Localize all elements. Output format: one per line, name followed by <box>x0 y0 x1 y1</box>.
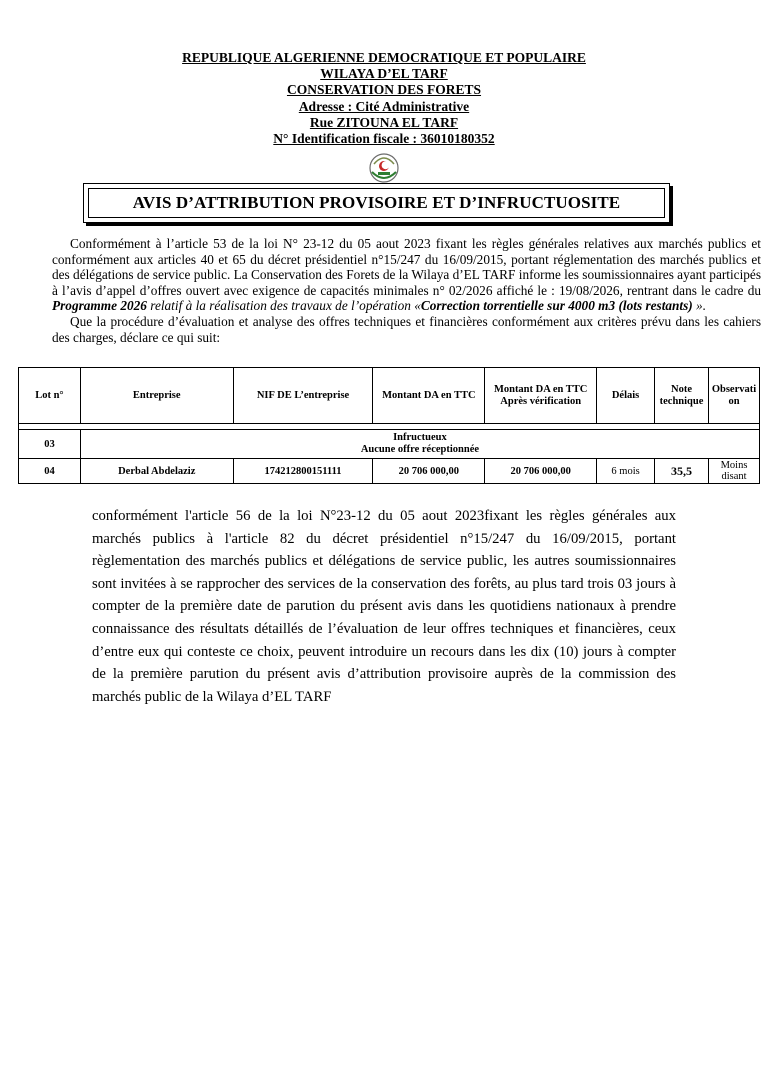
col-header-montant-apres: Montant DA en TTC Après vérification <box>485 368 597 424</box>
col-header-delais: Délais <box>597 368 655 424</box>
note-value: 35,5 <box>655 459 709 484</box>
letterhead <box>0 50 768 147</box>
col-header-observation: Observation <box>709 368 760 424</box>
operation-label: Correction torrentielle sur 4000 m3 (lots restants) <box>420 298 693 314</box>
nif-value: 174212800151111 <box>233 459 373 484</box>
header-line-address: Adresse : Cité Administrative <box>298 98 470 114</box>
header-line-conservation: CONSERVATION DES FORETS <box>286 82 482 98</box>
entreprise-name: Derbal Abdelaziz <box>80 459 233 484</box>
col-header-entreprise: Entreprise <box>80 368 233 424</box>
lot-number: 04 <box>19 459 81 484</box>
header-line-fiscal-id: N° Identification fiscale : 36010180352 <box>273 131 495 147</box>
col-header-note: Note technique <box>655 368 709 424</box>
infructueux-cell <box>80 430 759 459</box>
intro-text-part: ». <box>692 298 707 314</box>
intro-text-part: Conformément à l’article 53 de la loi N° 23-12 du 05 aout 2023 fixant les règles générales relatives aux marchés publics et conformément aux articles 40 et 65 du décret présidentiel n°15/247 du 16/09/2015, portant réglementation des marchés publics et des délégations de service public. La Conservation des Forets de la Wilaya d’EL TARF informe les soumissionnaires ayant participés à l’avis d’appel d’offres ouvert avec exigence de capacités minimales n° 02/2026 affiché le : 19/08/2026, rentrant dans le cadre du <box>52 236 761 298</box>
programme-label: Programme 2026 <box>52 298 147 314</box>
intro-text-part: relatif à la réalisation des travaux de l’opération « <box>146 298 421 314</box>
col-header-nif: NIF DE L’entreprise <box>233 368 373 424</box>
header-line-street: Rue ZITOUNA EL TARF <box>309 114 459 130</box>
status-text: Infructueux <box>393 432 447 443</box>
header-line-republic: REPUBLIQUE ALGERIENNE DEMOCRATIQUE ET POPULAIRE <box>182 50 586 65</box>
algerian-emblem-icon <box>366 150 402 186</box>
table-row <box>19 459 760 484</box>
notice-title-box <box>83 183 670 223</box>
table-header-row <box>19 368 760 424</box>
intro-paragraph <box>52 236 761 314</box>
montant-apres-value: 20 706 000,00 <box>485 459 597 484</box>
evaluation-paragraph: Que la procédure d’évaluation et analyse des offres techniques et financières conformément aux critères prévu dans les cahiers des charges, déclare ce qui suit: <box>52 313 761 345</box>
intro-text <box>52 236 761 345</box>
header-line-wilaya: WILAYA D’EL TARF <box>320 66 448 82</box>
lot-number: 03 <box>19 430 81 459</box>
recourse-paragraph: conformément l'article 56 de la loi N°23-12 du 05 aout 2023fixant les règles générales aux marchés publics à l'article 82 du décret présidentiel n°15/247 du 16/09/2015, portant règlementation des marchés publics et délégations de service public, les autres soumissionnaires sont invitées à se rapprocher des services de la conservation des forêts, au plus tard trois 03 jours à compter de la première date de parution du présent avis dans les quotidiens nationaux à prendre connaissance des résultats détaillés de l’évaluation de leur offres techniques et financières, ceux d’entre eux qui conteste ce choix, peuvent introduire un recours dans les dix (10) jours à compter de la première parution du présent avis d’attribution provisoire auprès de la commission des marchés public de la Wilaya d’EL TARF <box>92 508 676 705</box>
delais-value: 6 mois <box>597 459 655 484</box>
montant-value: 20 706 000,00 <box>373 459 485 484</box>
status-note: Aucune offre réceptionnée <box>360 444 480 455</box>
notice-title: AVIS D’ATTRIBUTION PROVISOIRE ET D’INFRUCTUOSITE <box>88 188 665 218</box>
table-row <box>19 430 760 459</box>
col-header-lot: Lot n° <box>19 368 81 424</box>
col-header-montant: Montant DA en TTC <box>373 368 485 424</box>
results-table <box>18 367 760 484</box>
observation-value: Moins disant <box>709 459 760 484</box>
